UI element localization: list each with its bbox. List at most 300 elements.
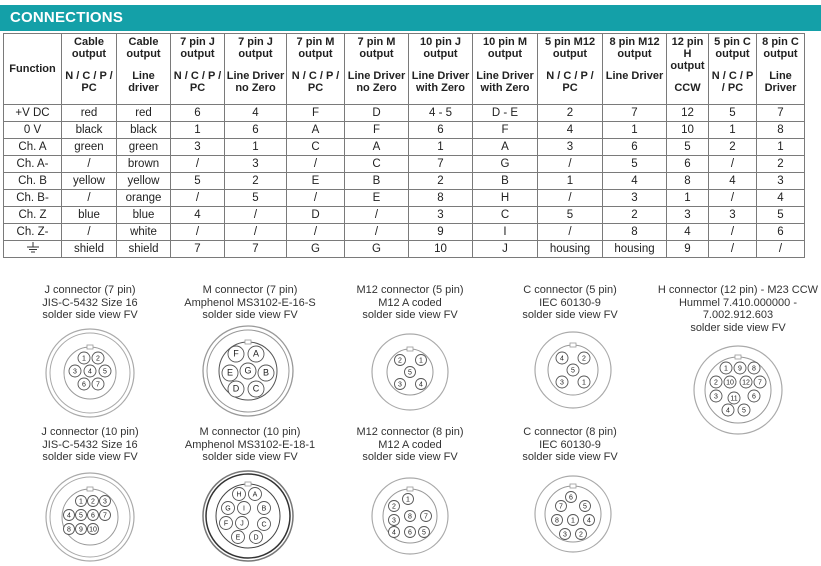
- connector-pin: [403, 494, 414, 505]
- connector-pin: [395, 355, 406, 366]
- pin-label: 2: [398, 357, 402, 365]
- connector-key: [245, 340, 251, 344]
- table-cell: 1: [709, 122, 757, 139]
- label-line: JIS-C-5432 Size 16: [42, 296, 138, 309]
- connector-pin: [724, 376, 736, 388]
- table-row: [4, 207, 805, 224]
- column-header: [473, 34, 538, 105]
- pin-label: 3: [714, 393, 718, 401]
- table-cell: 6: [171, 105, 225, 122]
- table-cell: 3: [171, 139, 225, 156]
- table-cell: /: [62, 156, 117, 173]
- table-cell: 7: [171, 241, 225, 258]
- connector-key: [407, 347, 413, 351]
- connector-pin: [78, 378, 90, 390]
- connector-face: [216, 484, 280, 548]
- table-cell: 5: [225, 190, 287, 207]
- connector-pin: [92, 378, 104, 390]
- pin-label: 4: [392, 529, 396, 537]
- connector-pin: [560, 529, 571, 540]
- table-cell: brown: [117, 156, 171, 173]
- label-line: solder side view FV: [362, 309, 458, 321]
- connector-pin: [236, 517, 249, 530]
- column-header: [225, 34, 287, 105]
- connector-pin: [405, 511, 416, 522]
- table-cell: 4: [667, 224, 709, 241]
- connector-pin: [748, 362, 760, 374]
- label-line: M connector (7 pin): [202, 284, 298, 296]
- connector-pin: [76, 524, 87, 535]
- column-subtitle: Line Driver with Zero: [411, 70, 470, 94]
- connector-pin: [258, 365, 274, 381]
- table-cell: 1: [171, 122, 225, 139]
- table-cell: housing: [538, 241, 603, 258]
- pin-label: 9: [79, 526, 83, 534]
- column-title: 12 pin H output: [670, 36, 705, 72]
- label-line: solder side view FV: [42, 309, 138, 321]
- table-cell: G: [345, 241, 409, 258]
- column-title: 5 pin C output: [714, 36, 751, 60]
- label-line: M12 connector (8 pin): [356, 426, 464, 438]
- table-cell: orange: [117, 190, 171, 207]
- pin-label: C: [261, 521, 267, 529]
- connector-pin: [395, 379, 406, 390]
- table-cell: 2: [603, 207, 667, 224]
- table-cell: 8: [603, 224, 667, 241]
- table-cell: 9: [409, 224, 473, 241]
- connector-pin: [728, 392, 740, 404]
- pin-label: 2: [582, 355, 586, 363]
- connector-pin: [389, 501, 400, 512]
- connector-pin: [734, 362, 746, 374]
- pin-label: 6: [91, 512, 95, 520]
- connector-diagram-c5: [528, 328, 618, 418]
- table-row: [4, 190, 805, 207]
- column-subtitle: Line Driver no Zero: [347, 70, 406, 94]
- table-cell: A: [345, 139, 409, 156]
- function-cell: [4, 241, 62, 258]
- label-line: M12 A coded: [378, 438, 442, 451]
- table-cell: 4: [757, 190, 805, 207]
- pin-label: 8: [555, 517, 559, 525]
- pin-label: A: [252, 491, 258, 499]
- pin-label: 12: [742, 379, 750, 387]
- table-cell: /: [709, 224, 757, 241]
- label-line: Amphenol MS3102-E-18-1: [184, 438, 316, 451]
- pin-label: F: [233, 348, 239, 359]
- table-cell: 1: [225, 139, 287, 156]
- table-cell: 7: [409, 156, 473, 173]
- connector-pin: [710, 376, 722, 388]
- table-cell: 5: [171, 173, 225, 190]
- pin-label: 3: [563, 531, 567, 539]
- pin-label: 6: [82, 381, 86, 389]
- column-subtitle: N / C / P / PC: [173, 70, 222, 94]
- table-cell: white: [117, 224, 171, 241]
- table-cell: 3: [667, 207, 709, 224]
- connector-key: [407, 487, 413, 491]
- column-subtitle: Line driver: [128, 70, 159, 94]
- column-header: [538, 34, 603, 105]
- ground-icon: [26, 242, 40, 254]
- connector-pin: [740, 376, 752, 388]
- connector-diagram-m12-5: [365, 330, 455, 420]
- label-line: M12 connector (5 pin): [356, 284, 464, 296]
- table-cell: /: [709, 241, 757, 258]
- table-cell: /: [538, 190, 603, 207]
- table-cell: 3: [538, 139, 603, 156]
- table-cell: 4: [709, 173, 757, 190]
- connector-pin: [249, 488, 262, 501]
- table-cell: 5: [667, 139, 709, 156]
- connector-pin: [578, 352, 590, 364]
- table-cell: /: [538, 156, 603, 173]
- column-title: Cable output: [71, 36, 107, 60]
- function-header: Function: [4, 34, 62, 105]
- column-header: [171, 34, 225, 105]
- pin-label: 4: [726, 407, 730, 415]
- connector-pin: [556, 376, 568, 388]
- column-subtitle: Line Driver no Zero: [226, 70, 285, 94]
- function-cell: Ch. A-: [4, 156, 62, 173]
- connector-pin: [405, 367, 416, 378]
- table-cell: /: [62, 224, 117, 241]
- table-cell: F: [473, 122, 538, 139]
- column-title: 10 pin J output: [420, 36, 461, 60]
- pin-label: A: [252, 348, 260, 359]
- table-cell: E: [345, 190, 409, 207]
- pin-label: 7: [424, 513, 428, 521]
- label-line: J connector (10 pin): [41, 426, 139, 438]
- connector-pin: [76, 496, 87, 507]
- connector-label-m12-5: [340, 284, 480, 322]
- table-cell: black: [62, 122, 117, 139]
- column-title: 7 pin M output: [296, 36, 335, 60]
- table-cell: F: [345, 122, 409, 139]
- pin-label: 6: [408, 529, 412, 537]
- function-cell: Ch. B: [4, 173, 62, 190]
- table-cell: /: [538, 224, 603, 241]
- column-subtitle: N / C / P / PC: [291, 70, 340, 94]
- pin-label: D: [232, 383, 240, 394]
- connector-label-m7: [170, 284, 330, 322]
- connector-pin: [710, 390, 722, 402]
- table-cell: red: [62, 105, 117, 122]
- pin-label: 2: [714, 379, 718, 387]
- label-line: J connector (7 pin): [44, 284, 136, 296]
- pin-label: B: [262, 367, 270, 378]
- title-bar: [0, 5, 821, 31]
- table-cell: 6: [757, 224, 805, 241]
- table-row: [4, 122, 805, 139]
- connector-pin: [567, 364, 579, 376]
- connector-pin: [233, 488, 246, 501]
- column-header: [409, 34, 473, 105]
- label-line: H connector (12 pin) - M23 CCW: [657, 284, 819, 296]
- pin-label: G: [244, 365, 252, 376]
- connector-pin: [220, 517, 233, 530]
- table-cell: C: [345, 156, 409, 173]
- label-line: solder side view FV: [522, 309, 618, 321]
- column-header: [345, 34, 409, 105]
- pin-label: 5: [571, 367, 575, 375]
- column-header: [603, 34, 667, 105]
- table-cell: 10: [409, 241, 473, 258]
- pin-label: 3: [560, 379, 564, 387]
- connector-pin: [88, 496, 99, 507]
- connector-diagram-j10: [40, 470, 140, 566]
- connector-pin: [84, 365, 96, 377]
- pin-label: 10: [89, 526, 97, 534]
- table-cell: 5: [757, 207, 805, 224]
- table-cell: 7: [757, 105, 805, 122]
- table-cell: 4: [171, 207, 225, 224]
- pin-label: 8: [67, 526, 71, 534]
- pin-label: 7: [96, 381, 100, 389]
- table-cell: 4: [225, 105, 287, 122]
- pin-label: F: [223, 520, 229, 528]
- connector-pin: [238, 502, 251, 515]
- column-subtitle: N / C / P / PC: [546, 70, 594, 94]
- connector-pin: [258, 518, 271, 531]
- pin-label: 10: [726, 379, 734, 387]
- connector-label-c8: [500, 426, 640, 464]
- table-cell: 1: [409, 139, 473, 156]
- pin-label: 1: [582, 379, 586, 387]
- connector-pin: [240, 363, 256, 379]
- table-cell: 2: [757, 156, 805, 173]
- connector-pin: [754, 376, 766, 388]
- pin-label: C: [252, 383, 260, 394]
- label-line: 7.002.912.603: [702, 309, 774, 321]
- pin-label: 5: [583, 503, 587, 511]
- table-cell: blue: [62, 207, 117, 224]
- table-cell: 9: [667, 241, 709, 258]
- table-cell: /: [62, 190, 117, 207]
- connector-pin: [228, 346, 244, 362]
- connector-diagram-c8: [528, 470, 618, 562]
- connector-pin: [584, 515, 595, 526]
- pin-label: 1: [571, 517, 575, 525]
- pin-label: 1: [406, 496, 410, 504]
- table-cell: A: [473, 139, 538, 156]
- table-cell: /: [709, 190, 757, 207]
- connector-pin: [248, 381, 264, 397]
- table-cell: /: [171, 190, 225, 207]
- table-cell: 3: [225, 156, 287, 173]
- column-title: 5 pin M12 output: [544, 36, 596, 60]
- table-row: [4, 224, 805, 241]
- label-line: C connector (5 pin): [523, 284, 617, 296]
- pin-label: 5: [742, 407, 746, 415]
- connector-diagram-h12: [688, 345, 788, 445]
- table-cell: 10: [667, 122, 709, 139]
- column-title: 8 pin M12 output: [609, 36, 660, 60]
- connector-key: [87, 345, 93, 349]
- label-line: M12 A coded: [378, 296, 442, 309]
- table-cell: G: [473, 156, 538, 173]
- pin-label: 4: [88, 368, 92, 376]
- table-cell: 1: [757, 139, 805, 156]
- column-title: 8 pin C output: [762, 36, 799, 60]
- table-cell: 2: [409, 173, 473, 190]
- column-subtitle: Line Driver: [605, 70, 664, 82]
- connector-pin: [416, 355, 427, 366]
- column-title: 7 pin M output: [357, 36, 396, 60]
- table-cell: E: [287, 173, 345, 190]
- connector-pin: [258, 502, 271, 515]
- table-cell: J: [473, 241, 538, 258]
- connector-pin: [405, 527, 416, 538]
- pin-label: 6: [569, 494, 573, 502]
- table-cell: 4: [538, 122, 603, 139]
- table-cell: 8: [409, 190, 473, 207]
- table-cell: red: [117, 105, 171, 122]
- table-row: [4, 139, 805, 156]
- connector-pin: [78, 352, 90, 364]
- table-cell: /: [225, 207, 287, 224]
- table-cell: 6: [603, 139, 667, 156]
- table-cell: 5: [709, 105, 757, 122]
- label-line: M connector (10 pin): [199, 426, 301, 438]
- pin-label: 3: [73, 368, 77, 376]
- pin-label: B: [261, 505, 267, 513]
- connector-pin: [416, 379, 427, 390]
- table-cell: 8: [757, 122, 805, 139]
- connector-pin: [69, 365, 81, 377]
- connector-pin: [100, 496, 111, 507]
- connector-pin: [568, 515, 579, 526]
- pin-label: D: [253, 534, 259, 542]
- table-cell: 8: [667, 173, 709, 190]
- pin-label: 5: [422, 529, 426, 537]
- table-cell: 12: [667, 105, 709, 122]
- label-line: solder side view FV: [202, 451, 298, 463]
- label-line: Hummel 7.410.000000 -: [678, 296, 797, 309]
- table-cell: black: [117, 122, 171, 139]
- table-cell: 6: [225, 122, 287, 139]
- pin-label: 4: [587, 517, 591, 525]
- function-cell: Ch. B-: [4, 190, 62, 207]
- table-row: [4, 173, 805, 190]
- column-header: [287, 34, 345, 105]
- pin-label: 7: [103, 512, 107, 520]
- pin-label: 1: [724, 365, 728, 373]
- connector-pin: [222, 502, 235, 515]
- pin-label: 3: [398, 381, 402, 389]
- connector-pin: [556, 352, 568, 364]
- label-line: JIS-C-5432 Size 16: [42, 438, 138, 451]
- column-title: 7 pin J output: [238, 36, 273, 60]
- pin-label: H: [236, 491, 242, 499]
- table-cell: yellow: [62, 173, 117, 190]
- connector-pin: [64, 524, 75, 535]
- table-cell: green: [62, 139, 117, 156]
- connector-pin: [720, 362, 732, 374]
- pin-label: 2: [96, 355, 100, 363]
- table-cell: I: [473, 224, 538, 241]
- connector-diagram-m10: [198, 468, 298, 566]
- column-header: [62, 34, 117, 105]
- function-cell: Ch. Z-: [4, 224, 62, 241]
- connector-label-h12: [655, 284, 821, 334]
- pin-label: E: [235, 534, 241, 542]
- table-row: [4, 156, 805, 173]
- table-cell: /: [171, 224, 225, 241]
- table-cell: 3: [709, 207, 757, 224]
- table-cell: housing: [603, 241, 667, 258]
- table-cell: C: [287, 139, 345, 156]
- connector-pin: [64, 510, 75, 521]
- table-cell: 2: [538, 105, 603, 122]
- connector-pin: [248, 346, 264, 362]
- pin-label: 4: [67, 512, 71, 520]
- connector-label-m12-8: [340, 426, 480, 464]
- table-cell: green: [117, 139, 171, 156]
- connector-pin: [222, 365, 238, 381]
- table-cell: /: [345, 207, 409, 224]
- label-line: IEC 60130-9: [539, 438, 601, 451]
- pin-label: E: [226, 367, 234, 378]
- pin-label: 11: [730, 395, 738, 403]
- pin-label: 8: [752, 365, 756, 373]
- connector-pin: [99, 365, 111, 377]
- column-title: 10 pin M output: [482, 36, 527, 60]
- pin-label: I: [243, 505, 245, 513]
- connections-table: [3, 33, 805, 258]
- connector-label-j10: [20, 426, 160, 464]
- connector-pin: [576, 529, 587, 540]
- table-cell: D: [287, 207, 345, 224]
- table-cell: 1: [667, 190, 709, 207]
- function-cell: Ch. Z: [4, 207, 62, 224]
- label-line: solder side view FV: [690, 321, 786, 334]
- pin-label: G: [225, 505, 231, 513]
- column-subtitle: N / C / P / PC: [65, 70, 113, 94]
- connector-pin: [556, 501, 567, 512]
- pin-label: 2: [392, 503, 396, 511]
- table-cell: D - E: [473, 105, 538, 122]
- connector-pin: [88, 510, 99, 521]
- pin-label: 2: [579, 531, 583, 539]
- connector-diagram-j7: [40, 328, 140, 428]
- header-row: [4, 34, 805, 105]
- connector-pin: [722, 404, 734, 416]
- function-cell: Ch. A: [4, 139, 62, 156]
- table-cell: /: [287, 190, 345, 207]
- table-cell: 6: [667, 156, 709, 173]
- table-cell: /: [757, 241, 805, 258]
- table-cell: 1: [538, 173, 603, 190]
- table-row: [4, 241, 805, 258]
- table-cell: 4 - 5: [409, 105, 473, 122]
- column-header: [667, 34, 709, 105]
- pin-label: 9: [738, 365, 742, 373]
- pin-label: 1: [79, 498, 83, 506]
- pin-label: 5: [103, 368, 107, 376]
- connector-pin: [88, 524, 99, 535]
- table-cell: 7: [603, 105, 667, 122]
- pin-label: 2: [91, 498, 95, 506]
- table-cell: 6: [409, 122, 473, 139]
- table-cell: 5: [603, 156, 667, 173]
- connector-pin: [419, 527, 430, 538]
- table-cell: 5: [538, 207, 603, 224]
- table-cell: 3: [757, 173, 805, 190]
- connector-pin: [389, 515, 400, 526]
- connector-key: [245, 482, 251, 486]
- connector-key: [735, 355, 741, 359]
